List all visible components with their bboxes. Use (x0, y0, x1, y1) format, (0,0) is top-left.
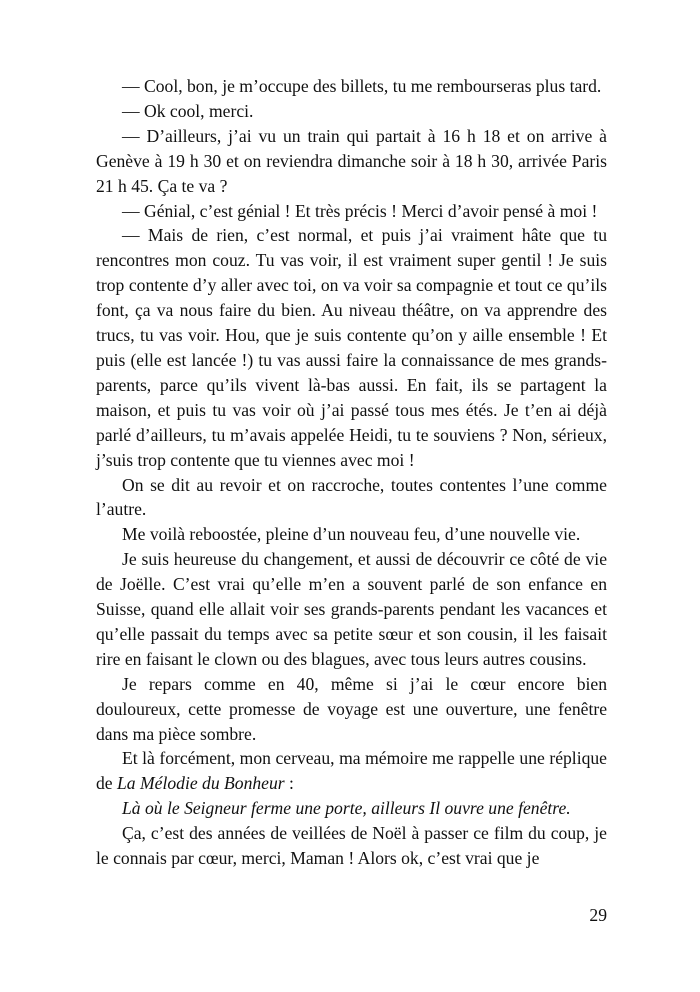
paragraph: Je repars comme en 40, même si j’ai le cœur encore bien douloureux, cette promesse de voyage est une ouverture, une fenêtre dans ma pièce sombre. (96, 673, 607, 744)
paragraph: Ça, c’est des années de veillées de Noël à passer ce film du coup, je le connais par cœur, merci, Maman ! Alors ok, c’est vrai que je (96, 823, 607, 869)
paragraph-text: : (284, 773, 294, 794)
paragraph: On se dit au revoir et on raccroche, toutes contentes l’une comme l’autre. (96, 474, 607, 520)
paragraph: Me voilà reboostée, pleine d’un nouveau feu, d’une nouvelle vie. (122, 524, 581, 545)
quote: Là où le Seigneur ferme une porte, ailleurs Il ouvre une fenêtre. (122, 798, 571, 819)
page-number: 29 (589, 905, 607, 925)
page-body (96, 74, 607, 871)
paragraph: — Cool, bon, je m’occupe des billets, tu me rembourseras plus tard. (122, 76, 602, 96)
film-title: La Mélodie du Bonheur (117, 773, 285, 794)
paragraph: — Mais de rien, c’est normal, et puis j’ai vraiment hâte que tu rencontres mon couz. Tu vas voir, il est vraiment super gentil ! Je suis trop contente d’y aller avec toi, on va voir sa compagnie et tout ce qu’ils font, ça va nous faire du bien. Au niveau théâtre, on va apprendre des trucs, tu vas voir. Hou, que je suis contente qu’on y aille ensemble ! Et puis (elle est lancée !) tu vas aussi faire la connaissance de mes grands-parents, parce qu’ils vivent là-bas aussi. En fait, ils se partagent la maison, et puis tu vas voir où j’ai passé tous mes étés. Je t’en ai déjà parlé d’ailleurs, tu m’avais appelée Heidi, tu te souviens ? Non, sérieux, j’suis trop contente que tu viennes avec moi ! (96, 225, 607, 470)
paragraph: Je suis heureuse du changement, et aussi de découvrir ce côté de vie de Joëlle. C’est vrai qu’elle m’en a souvent parlé de son enfance en Suisse, quand elle allait voir ses grands-parents pendant les vacances et qu’elle passait du temps avec sa petite sœur et son cousin, il les faisait rire en faisant le clown ou des blagues, avec tous leurs autres cousins. (96, 549, 607, 669)
paragraph: — D’ailleurs, j’ai vu un train qui partait à 16 h 18 et on arrive à Genève à 19 h 30 et on reviendra dimanche soir à 18 h 30, arrivée Paris 21 h 45. Ça te va ? (96, 125, 607, 196)
paragraph-text: Et là forcément, mon cerveau, ma mémoire me rappelle une réplique de (96, 748, 607, 794)
paragraph: — Ok cool, merci. (122, 100, 254, 121)
paragraph: — Génial, c’est génial ! Et très précis ! Merci d’avoir pensé à moi ! (122, 200, 598, 221)
paragraph-with-title (96, 746, 607, 796)
